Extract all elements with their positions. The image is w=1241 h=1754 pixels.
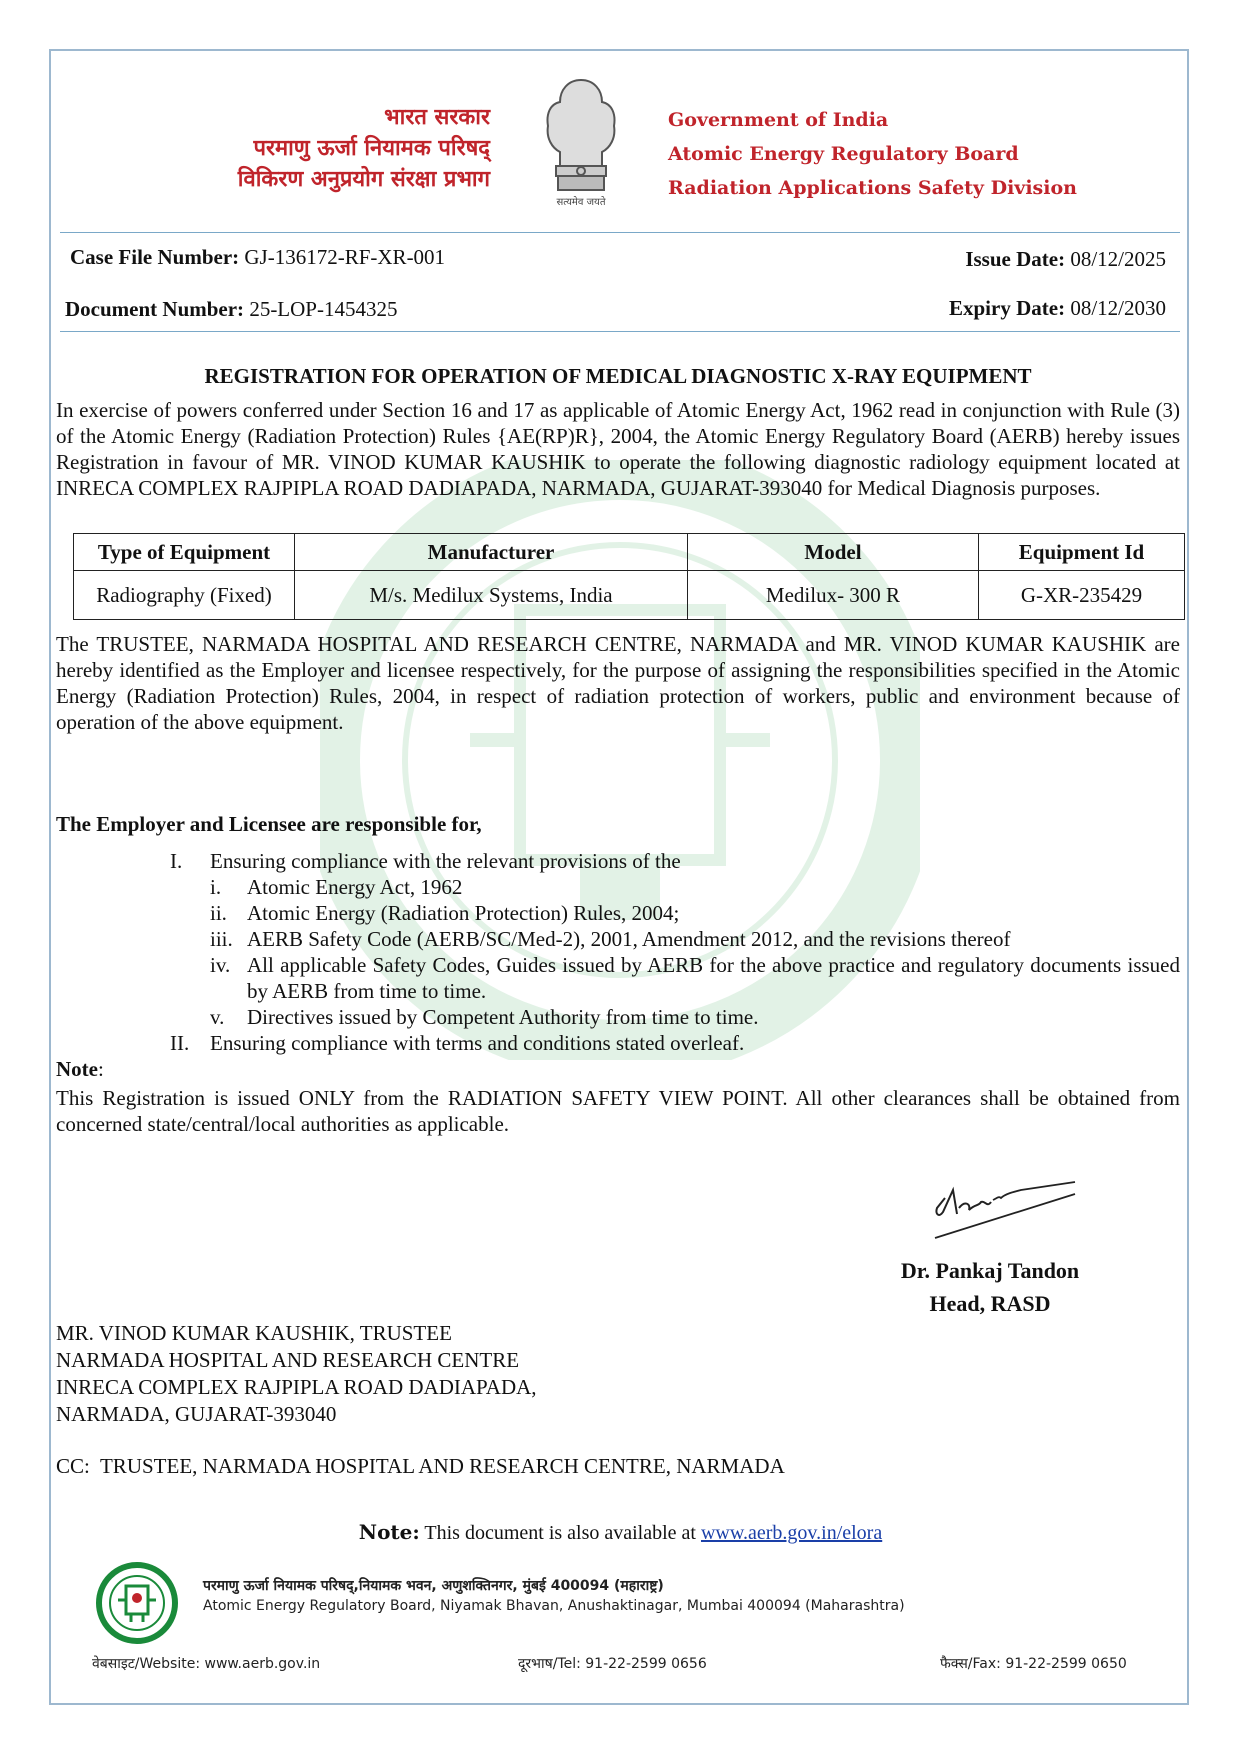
table-cell: G-XR-235429: [979, 571, 1185, 620]
footer-hindi-address: परमाणु ऊर्जा नियामक परिषद्,नियामक भवन, अणुशक्तिनगर, मुंबई 400094 (महाराष्ट्र): [203, 1578, 664, 1594]
address-line: NARMADA HOSPITAL AND RESEARCH CENTRE: [56, 1348, 520, 1372]
availability-label: Note:: [358, 1520, 420, 1544]
cc-line: [56, 1453, 785, 1480]
signatory: [860, 1254, 1120, 1320]
signatory-designation: Head, RASD: [929, 1291, 1051, 1316]
responsibilities-heading: The Employer and Licensee are responsible for,: [56, 812, 482, 836]
header-english: [668, 103, 1077, 205]
sublist-text: Atomic Energy Act, 1962: [247, 875, 463, 899]
list-item-num: I.: [170, 849, 183, 873]
header-english-line-3: Radiation Applications Safety Division: [668, 177, 1077, 199]
cc-text: TRUSTEE, NARMADA HOSPITAL AND RESEARCH CENTRE, NARMADA: [99, 1454, 785, 1478]
list-item-text: Ensuring compliance with the relevant provisions of the: [210, 849, 681, 873]
document-number-value: 25-LOP-1454325: [249, 297, 398, 321]
sublist-num: iv.: [210, 953, 231, 977]
table-cell: Medilux- 300 R: [688, 571, 979, 620]
issue-date-label: Issue Date:: [965, 247, 1066, 271]
trustee-paragraph: The TRUSTEE, NARMADA HOSPITAL AND RESEARCH CENTRE, NARMADA and MR. VINOD KUMAR KAUSHIK are hereby identified as the Employer and licensee respectively, for the purpose of assigning the responsibilities specified in the Atomic Energy (Radiation Protection) Rules, 2004, in respect of radiation protection of workers, public and environment because of operation of the above equipment.: [56, 632, 1180, 734]
header-english-line-2: Atomic Energy Regulatory Board: [668, 143, 1019, 165]
table-header-cell: Type of Equipment: [74, 534, 295, 571]
footer-fax: फैक्स/Fax: 91-22-2599 0650: [940, 1656, 1127, 1672]
sublist-text: All applicable Safety Codes, Guides issued by AERB for the above practice and regulatory documents issued by AERB from time to time.: [247, 953, 1180, 1003]
sublist-text: Atomic Energy (Radiation Protection) Rules, 2004;: [247, 901, 680, 925]
footer-english-address: Atomic Energy Regulatory Board, Niyamak Bhavan, Anushaktinagar, Mumbai 400094 (Maharashtra): [203, 1598, 905, 1614]
sublist-num: i.: [210, 875, 222, 899]
table-cell: Radiography (Fixed): [74, 571, 295, 620]
elora-link[interactable]: www.aerb.gov.in/elora: [700, 1522, 883, 1544]
equipment-table: [73, 533, 1185, 620]
header-rule: [60, 232, 1180, 233]
aerb-logo-icon: [96, 1562, 178, 1644]
table-cell: M/s. Medilux Systems, India: [295, 571, 688, 620]
address-line: INRECA COMPLEX RAJPIPLA ROAD DADIAPADA,: [56, 1375, 537, 1399]
sublist-text: AERB Safety Code (AERB/SC/Med-2), 2001, Amendment 2012, and the revisions thereof: [247, 927, 1011, 951]
national-emblem-icon: [538, 74, 624, 210]
header-hindi-line-2: परमाणु ऊर्जा नियामक परिषद्: [253, 136, 490, 161]
header-hindi-line-1: भारत सरकार: [384, 105, 490, 130]
sublist-num: v.: [210, 1005, 225, 1029]
expiry-date-label: Expiry Date:: [949, 296, 1066, 320]
expiry-date-value: 08/12/2030: [1070, 296, 1166, 320]
issue-date: [965, 247, 1166, 272]
list-item-text: Ensuring compliance with terms and conditions stated overleaf.: [210, 1031, 745, 1055]
note-heading: Note:: [56, 1057, 104, 1081]
document-title: REGISTRATION FOR OPERATION OF MEDICAL DIAGNOSTIC X-RAY EQUIPMENT: [204, 364, 1032, 388]
cc-label: CC:: [56, 1454, 90, 1478]
table-header-cell: Model: [688, 534, 979, 571]
address-line: NARMADA, GUJARAT-393040: [56, 1402, 337, 1426]
document-number-label: Document Number:: [65, 297, 245, 321]
note-text: This Registration is issued ONLY from the RADIATION SAFETY VIEW POINT. All other clearances shall be obtained from concerned state/central/local authorities as applicable.: [56, 1086, 1180, 1136]
table-header-row: [74, 534, 1185, 571]
recipient-address: [56, 1320, 537, 1428]
signature-image: [925, 1178, 1085, 1248]
header-hindi: [180, 102, 490, 195]
emblem-motto: सत्यमेव जयते: [556, 197, 606, 208]
table-header-cell: Equipment Id: [979, 534, 1185, 571]
sublist-num: ii.: [210, 901, 227, 925]
expiry-date: [949, 296, 1166, 321]
sublist-num: iii.: [210, 927, 233, 951]
case-file-number: [70, 245, 445, 270]
address-line: MR. VINOD KUMAR KAUSHIK, TRUSTEE: [56, 1321, 452, 1345]
availability-text: This document is also available at: [424, 1522, 696, 1544]
header-hindi-line-3: विकिरण अनुप्रयोग संरक्षा प्रभाग: [237, 167, 490, 192]
case-file-value: GJ-136172-RF-XR-001: [244, 245, 446, 269]
signatory-name: Dr. Pankaj Tandon: [900, 1258, 1080, 1283]
note-label: Note: [56, 1057, 98, 1081]
header-english-line-1: Government of India: [668, 109, 889, 131]
footer-website: वेबसाइट/Website: www.aerb.gov.in: [92, 1656, 321, 1672]
footer-tel: दूरभाष/Tel: 91-22-2599 0656: [518, 1656, 707, 1672]
table-header-cell: Manufacturer: [295, 534, 688, 571]
list-item-num: II.: [170, 1031, 190, 1055]
availability-note: [0, 1520, 1241, 1545]
meta-rule: [60, 331, 1180, 332]
table-row: [74, 571, 1185, 620]
document-number: [65, 297, 397, 322]
intro-paragraph: In exercise of powers conferred under Section 16 and 17 as applicable of Atomic Energy Act, 1962 read in conjunction with Rule (3) of the Atomic Energy (Radiation Protection) Rules {AE(RP)R}, 2004, the Atomic Energy Regulatory Board (AERB) hereby issues Registration in favour of MR. VINOD KUMAR KAUSHIK to operate the following diagnostic radiology equipment located at INRECA COMPLEX RAJPIPLA ROAD DADIAPADA, NARMADA, GUJARAT-393040 for Medical Diagnosis purposes.: [56, 398, 1180, 500]
sublist-text: Directives issued by Competent Authority from time to time.: [247, 1005, 759, 1029]
issue-date-value: 08/12/2025: [1070, 247, 1166, 271]
case-file-label: Case File Number:: [70, 245, 240, 269]
